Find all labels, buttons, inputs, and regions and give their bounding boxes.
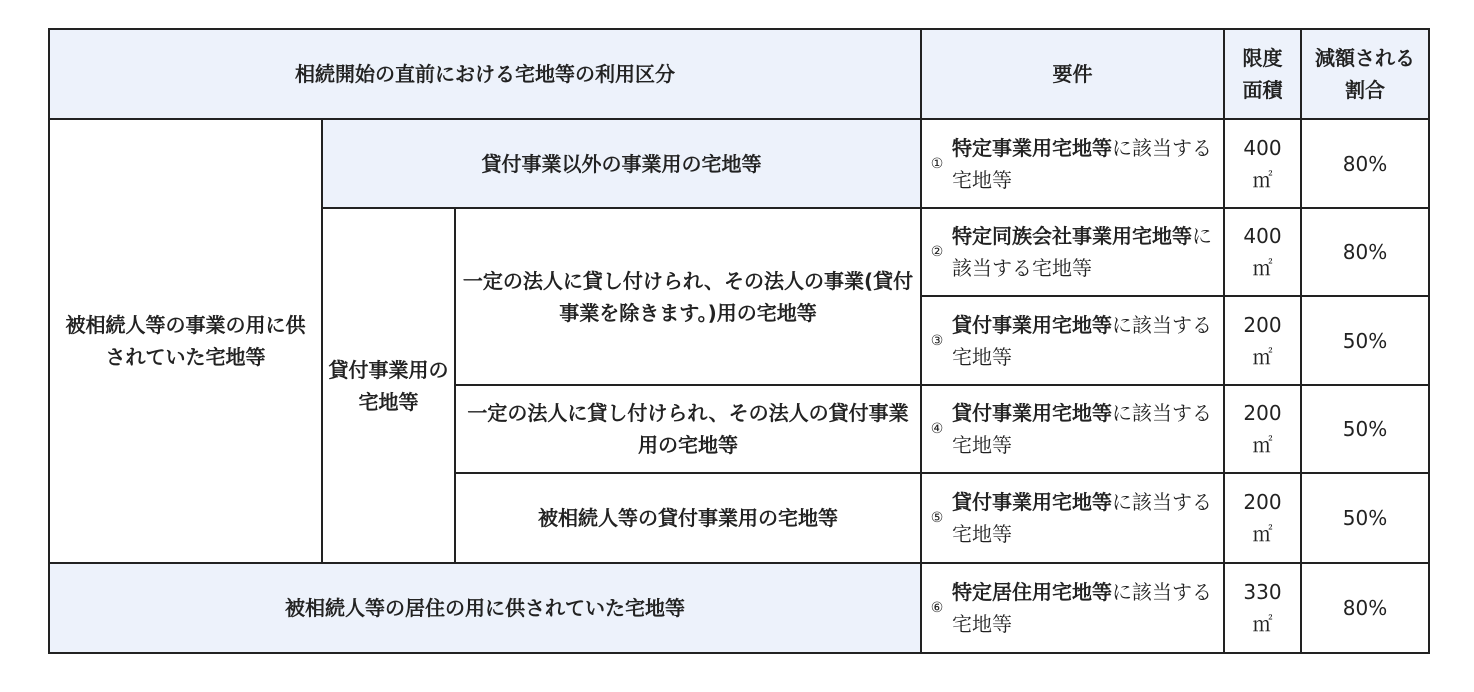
category-lending-b-text: 一定の法人に貸し付けられ、その法人の貸付事業用の宅地等 [467,401,909,457]
area-value-2: 400 [1243,224,1282,248]
requirement-1 [921,119,1224,208]
area-unit-4: ㎡ [1252,433,1273,457]
circled-number-6: ⑥ [930,600,944,616]
requirement-5-bold: 貸付事業用宅地等 [952,490,1113,514]
requirement-6-bold: 特定居住用宅地等 [952,580,1113,604]
circled-number-3: ③ [930,332,944,349]
requirement-2-bold: 特定同族会社事業用宅地等 [952,224,1193,248]
requirement-3 [921,296,1224,385]
area-unit-1: ㎡ [1252,167,1273,192]
category-lending-c: 被相続人等の貸付事業用の宅地等 [455,473,921,563]
reduction-rate-5: 50% [1301,473,1429,563]
area-value-3: 200 [1243,312,1282,337]
reduction-rate-6: 80% [1301,563,1429,653]
requirement-2 [921,208,1224,296]
requirement-4-rest: に該当する宅地等 [952,401,1213,457]
table-header-row [49,29,1429,119]
limit-area-5 [1224,473,1301,563]
header-limit-area-text: 限度面積 [1242,46,1283,102]
header-reduction-rate-text: 減額される割合 [1315,46,1416,102]
area-unit-5: ㎡ [1252,522,1273,546]
reduction-table [48,28,1430,654]
limit-area-2 [1224,208,1301,296]
limit-area-6 [1224,563,1301,653]
header-limit-area [1224,29,1301,119]
circled-number-5: ⑤ [930,510,944,526]
category-residential: 被相続人等の居住の用に供されていた宅地等 [49,563,921,653]
requirement-4-bold: 貸付事業用宅地等 [952,401,1113,425]
area-value-1: 400 [1243,135,1282,160]
limit-area-3 [1224,296,1301,385]
requirement-6-rest: に該当する宅地等 [952,580,1213,636]
category-lending-text: 貸付事業用の宅地等 [328,357,449,414]
area-unit-6: ㎡ [1252,612,1273,636]
limit-area-1 [1224,119,1301,208]
area-value-5: 200 [1243,490,1282,514]
category-lending-a-text: 一定の法人に貸し付けられ、その法人の事業(貸付事業を除きます。)用の宅地等 [462,268,914,325]
requirement-4 [921,385,1224,473]
circled-number-2: ② [930,244,944,260]
requirement-2-rest: に該当する宅地等 [952,224,1213,280]
requirement-1-bold: 特定事業用宅地等 [952,135,1113,160]
requirement-3-bold: 貸付事業用宅地等 [952,312,1113,337]
category-business-text: 被相続人等の事業の用に供されていた宅地等 [65,313,306,369]
table-row [49,563,1429,653]
table-row [49,119,1429,208]
area-value-4: 200 [1243,401,1282,425]
header-requirement: 要件 [921,29,1224,119]
category-lending-b [455,385,921,473]
reduction-rate-3: 50% [1301,296,1429,385]
header-usage: 相続開始の直前における宅地等の利用区分 [49,29,921,119]
requirement-6 [921,563,1224,653]
requirement-5 [921,473,1224,563]
limit-area-4 [1224,385,1301,473]
reduction-rate-4: 50% [1301,385,1429,473]
requirement-1-rest: に該当する宅地等 [952,135,1213,192]
area-value-6: 330 [1243,580,1282,604]
category-business [49,119,322,563]
area-unit-3: ㎡ [1252,344,1273,369]
header-reduction-rate [1301,29,1429,119]
category-lending [322,208,455,563]
area-unit-2: ㎡ [1252,256,1273,280]
category-lending-a [455,208,921,385]
requirement-5-rest: に該当する宅地等 [952,490,1213,546]
circled-number-4: ④ [930,421,944,437]
reduction-rate-1: 80% [1301,119,1429,208]
category-non-lending: 貸付事業以外の事業用の宅地等 [322,119,921,208]
requirement-3-rest: に該当する宅地等 [952,312,1213,369]
reduction-rate-2: 80% [1301,208,1429,296]
circled-number-1: ① [930,155,944,172]
